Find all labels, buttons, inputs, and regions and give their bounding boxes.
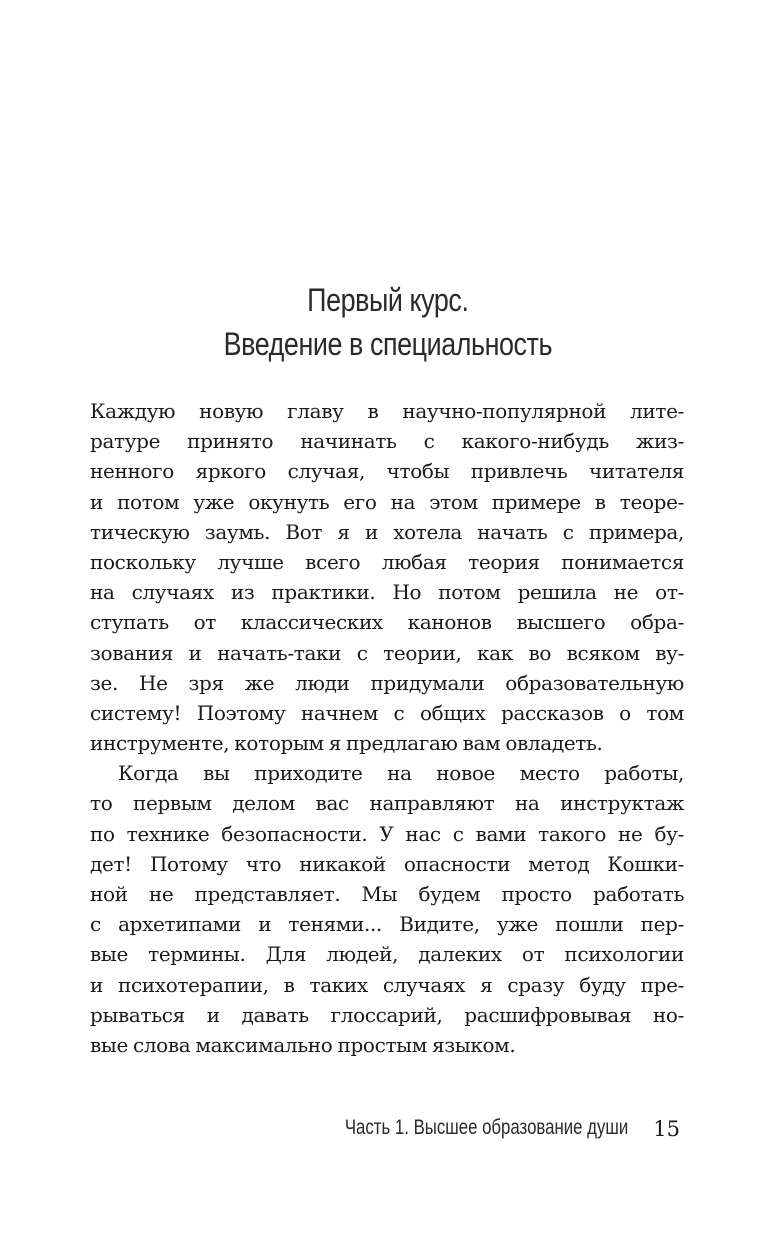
text-line: Когда вы приходите на новое место работы, bbox=[118, 761, 684, 786]
text-line: ной не представляет. Мы будем просто работать bbox=[90, 882, 684, 906]
running-footer bbox=[90, 1114, 684, 1144]
text-line: и психотерапии, в таких случаях я сразу буду пре- bbox=[90, 972, 684, 997]
chapter-title-line-1: Первый курс. bbox=[307, 282, 469, 318]
paragraph-1 bbox=[90, 396, 684, 758]
text-line: тическую заумь. Вот я и хотела начать с примера, bbox=[90, 519, 684, 544]
text-line: вые термины. Для людей, далеких от психологии bbox=[90, 942, 684, 967]
text-line: с архетипами и тенями... Видите, уже пошли пер- bbox=[90, 912, 684, 937]
text-line: на случаях из практики. Но потом решила не от- bbox=[90, 580, 684, 605]
page-number: 15 bbox=[653, 1117, 680, 1141]
chapter-title-line-2: Введение в специальность bbox=[223, 326, 553, 362]
paragraph-2 bbox=[90, 758, 684, 1060]
text-line: по технике безопасности. У нас с вами такого не бу- bbox=[90, 821, 684, 846]
text-line: инструменте, которым я предлагаю вам овладеть. bbox=[90, 731, 603, 756]
text-line: зования и начать-таки с теории, как во всяком ву- bbox=[90, 640, 684, 665]
text-line: и потом уже окунуть его на этом примере в теоре- bbox=[90, 489, 684, 514]
text-line: Каждую новую главу в научно-популярной лите- bbox=[90, 399, 684, 423]
text-line: вые слова максимально простым языком. bbox=[90, 1032, 516, 1057]
text-line: систему! Поэтому начнем с общих рассказов о том bbox=[90, 700, 684, 725]
text-line: зе. Не зря же люди придумали образовательную bbox=[90, 670, 684, 695]
text-line: поскольку лучше всего любая теория понимается bbox=[90, 549, 684, 574]
running-title: Часть 1. Высшее образование души bbox=[344, 1116, 628, 1139]
text-line: то первым делом вас направляют на инструктаж bbox=[90, 791, 684, 816]
text-line: рываться и давать глоссарий, расшифровывая но- bbox=[90, 1002, 684, 1027]
body-text bbox=[90, 396, 684, 1060]
text-line: ненного яркого случая, чтобы привлечь читателя bbox=[90, 459, 684, 484]
text-line: дет! Потому что никакой опасности метод Кошки- bbox=[90, 851, 684, 876]
chapter-title bbox=[65, 278, 710, 366]
text-line: ратуре принято начинать с какого-нибудь жиз- bbox=[90, 429, 684, 454]
text-line: ступать от классических канонов высшего обра- bbox=[90, 610, 684, 635]
